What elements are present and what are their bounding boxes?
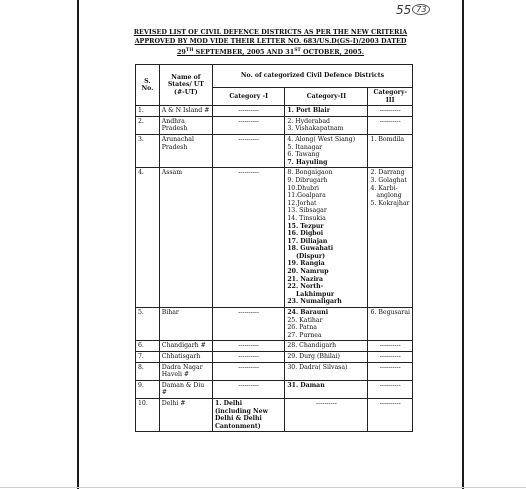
category-2-district: 13. Sibsagar [287,207,327,215]
table-row [136,168,413,308]
cell-category-2 [285,134,368,167]
scan-border-right [462,0,464,489]
civil-defence-districts-table [135,64,413,432]
scan-border-bottom [0,487,526,488]
category-3-district: ---------- [379,381,401,389]
table-row [136,352,413,363]
category-3-district: ---------- [379,399,401,407]
table-row [136,106,413,117]
cell-category-1: ---------- [212,308,284,341]
cell-category-1: ---------- [212,116,284,134]
cell-category-3 [368,362,413,380]
cell-sno: 10. [136,398,160,431]
cell-category-2 [285,116,368,134]
cell-sno: 6. [136,341,160,352]
category-2-district: 27. Purnea [287,331,322,339]
category-3-district: 6. Begusarai [370,309,410,317]
category-2-district: 11.Goalpara [287,192,326,200]
table-row [136,362,413,380]
cell-category-1: ---------- [212,106,284,117]
table-row [136,134,413,167]
category-3-district: 3. Golaghat [370,176,407,184]
category-2-district: 1. Port Blair [287,107,331,115]
header-category-2: Category-II [285,88,368,106]
category-1-district: Cantonment) [214,422,261,430]
table-row [136,398,413,431]
table-body [136,106,413,432]
category-2-district: 23. Numaligarh [287,298,342,306]
category-2-district: 18. Guwahati [287,245,334,253]
category-3-district: ---------- [379,353,401,360]
cell-category-2 [285,106,368,117]
cell-category-2 [285,168,368,308]
category-3-district: ---------- [379,342,401,350]
page-number-annotation: 55 73 [396,3,430,17]
cell-category-2 [285,362,368,380]
cell-category-1: ---------- [212,380,284,398]
category-2-district: (Dispur) [287,252,326,260]
heading-line-3: 29TH SEPTEMBER, 2005 AND 31ST OCTOBER, 2005. [176,48,365,57]
cell-category-2 [285,341,368,352]
category-3-district: anglong [370,192,402,200]
category-2-district: 22. North- [287,283,324,291]
cell-sno: 5. [136,308,160,341]
category-2-district: 8. Bongaigaon [287,169,333,177]
category-2-district: 25. Katihar [287,316,323,324]
category-2-district: 14. Tinsukia [287,214,326,222]
cell-category-3 [368,134,413,167]
scan-border-left [77,0,79,489]
category-2-district: 15. Tezpur [287,222,324,230]
header-state: Name of States/ UT (#-UT) [159,65,212,106]
category-2-district: 2. Hyderabad [287,117,330,125]
cell-state: Chandigarh # [159,341,212,352]
heading-line-2: APPROVED BY MOD VIDE THEIR LETTER NO. 683/US.D(GS-I)/2003 DATED [134,37,407,45]
cell-state: Chhatisgarh [159,352,212,363]
cell-state: Bihar [159,308,212,341]
cell-category-3 [368,380,413,398]
cell-category-1: ---------- [212,362,284,380]
category-2-district: 17. Diliajan [287,237,328,245]
cell-state: Delhi # [159,398,212,431]
category-2-district: 31. Daman [287,381,325,389]
table-row [136,380,413,398]
category-1-district: (including New [214,407,268,415]
header-category-group: No. of categorized Civil Defence Districts [212,65,412,88]
table-row [136,341,413,352]
cell-sno: 8. [136,362,160,380]
category-1-district: 1. Delhi [214,399,243,407]
cell-state: A & N Island # [159,106,212,117]
circled-page-number: 73 [412,4,430,15]
category-2-district: 24. Barauni [287,309,329,317]
category-3-district: 5. Kokrajhar [370,199,410,207]
category-2-district: 6. Tawang [287,151,320,159]
cell-sno: 9. [136,380,160,398]
cell-category-2 [285,380,368,398]
cell-category-1: ---------- [212,168,284,308]
cell-category-3 [368,308,413,341]
cell-category-2 [285,398,368,431]
category-2-district: 26. Patna [287,324,317,332]
header-category-3: Category-III [368,88,413,106]
document-heading [128,28,413,57]
category-2-district: 30. Dadra( Silvasa) [287,363,348,371]
category-2-district: 29. Durg (Bhilai) [287,353,340,360]
category-3-district: ---------- [379,363,401,371]
category-1-district: Delhi & Delhi [214,415,262,423]
header-category-1: Category -I [212,88,284,106]
category-2-district: 7. Hayuling [287,158,328,166]
cell-category-3 [368,352,413,363]
header-sno: S. No. [136,65,160,106]
cell-state: Assam [159,168,212,308]
cell-category-3 [368,106,413,117]
category-2-district: 3. Vishakapatnam [287,125,344,133]
cell-category-1: ---------- [212,134,284,167]
cell-category-3 [368,398,413,431]
category-2-district: 19. Rangia [287,260,325,268]
cell-category-3 [368,341,413,352]
cell-sno: 3. [136,134,160,167]
cell-sno: 2. [136,116,160,134]
category-2-district: Lakhimpur [287,290,335,298]
category-3-district: ---------- [379,117,401,125]
cell-category-1: ---------- [212,341,284,352]
cell-category-2 [285,308,368,341]
category-2-district: 9. Dibrugarh [287,176,328,184]
cell-state: Andhra Pradesh [159,116,212,134]
table-row [136,308,413,341]
category-2-district: 28. Chandigarh [287,342,337,350]
category-2-district: 12.Jorhat [287,199,317,207]
category-2-district: ---------- [315,399,337,407]
category-3-district: 4. Karbi- [370,184,398,192]
cell-state: Arunachal Pradesh [159,134,212,167]
cell-category-2 [285,352,368,363]
heading-line-1: REVISED LIST OF CIVIL DEFENCE DISTRICTS AS PER THE NEW CRITERIA [133,28,408,36]
category-2-district: 20. Namrup [287,268,329,276]
cell-sno: 4. [136,168,160,308]
cell-sno: 7. [136,352,160,363]
category-3-district: ---------- [379,107,401,115]
category-3-district: 2. Darrang [370,169,405,177]
cell-state: Dadra Nagar Haveli # [159,362,212,380]
category-2-district: 5. Itanagar [287,143,323,151]
cell-category-3 [368,116,413,134]
category-2-district: 10.Dhubri [287,184,320,192]
category-3-district: 1. Bomdila [370,135,405,143]
cell-category-1 [212,398,284,431]
cell-category-1: ---------- [212,352,284,363]
cell-category-3 [368,168,413,308]
category-2-district: 21. Nazira [287,275,324,283]
cell-sno: 1. [136,106,160,117]
category-2-district: 16. Digboi [287,230,324,238]
category-2-district: 4. Along( West Siang) [287,135,356,143]
table-row [136,116,413,134]
cell-state: Daman & Diu # [159,380,212,398]
